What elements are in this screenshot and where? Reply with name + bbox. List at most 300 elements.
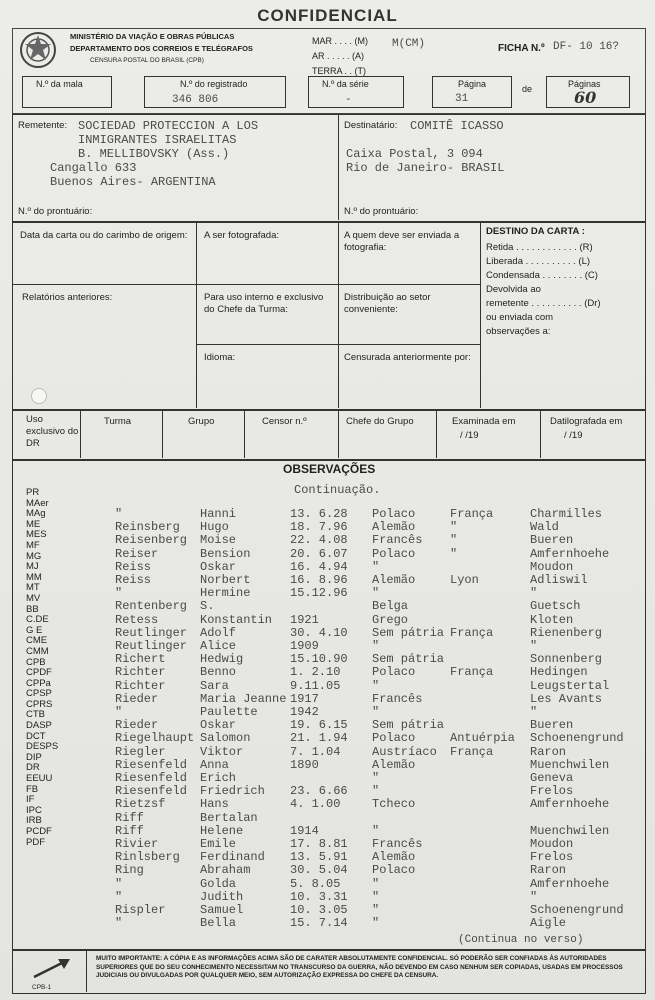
entry-destination: Charmilles	[530, 507, 603, 521]
grid-line	[338, 410, 339, 458]
entry-surname: Riff	[115, 810, 144, 825]
dept-code: IRB	[26, 815, 42, 827]
divider	[338, 114, 339, 220]
arrow-icon	[30, 956, 74, 980]
dept-code: CTB	[26, 709, 45, 721]
entry-nationality: Alemão	[372, 520, 416, 535]
entry-nationality: Belga	[372, 599, 409, 614]
dept-code: DESPS	[26, 741, 59, 753]
entry-destination: Muenchwilen	[530, 823, 610, 838]
entry-given-name: Viktor	[200, 744, 244, 759]
entry-birth-date: 16. 4.94	[290, 559, 348, 574]
uso-interno-label: Para uso interno e exclusivo do Chefe da Turma:	[204, 292, 324, 315]
terra-label: TERRA . . (T)	[312, 66, 366, 76]
entry-nationality: "	[372, 903, 380, 917]
remetente-line-5: Buenos Aires- ARGENTINA	[50, 175, 216, 189]
dept-code: G E	[26, 624, 43, 636]
data-carta-label: Data da carta ou do carimbo de origem:	[20, 230, 188, 241]
entry-given-name: Norbert	[200, 573, 251, 587]
list-entry	[0, 677, 655, 693]
entry-nationality: Polaco	[372, 665, 416, 680]
entry-origin: Antuérpia	[450, 731, 515, 746]
grid-line	[436, 410, 437, 458]
dept-code: IPC	[26, 804, 42, 816]
entry-origin: "	[450, 546, 458, 561]
entry-surname: Reiss	[115, 573, 152, 587]
uso-exclusivo-label: Uso exclusivo do DR	[26, 414, 79, 449]
dept-code: MES	[26, 529, 47, 541]
grid-line	[244, 410, 245, 458]
entry-nationality: Austríaco	[372, 744, 437, 759]
entry-surname: Riesenfeld	[115, 784, 188, 799]
entry-surname: Riegler	[115, 744, 166, 759]
dept-code: DIP	[26, 751, 42, 763]
entry-nationality: "	[372, 916, 380, 931]
list-entry	[0, 624, 655, 640]
remetente-label: Remetente:	[18, 120, 68, 131]
entry-given-name: Judith	[200, 889, 244, 904]
entry-destination: Raron	[530, 744, 567, 759]
list-entry	[0, 561, 655, 574]
entry-birth-date: 21. 1.94	[290, 731, 348, 746]
serie-value: -	[345, 94, 352, 106]
observacoes-title: OBSERVAÇÕES	[283, 462, 376, 476]
dept-code: PCDF	[26, 826, 52, 837]
entry-birth-date: 15.10.90	[290, 652, 348, 667]
entry-birth-date: 15. 7.14	[290, 916, 348, 931]
entry-birth-date: 10. 3.05	[290, 903, 348, 917]
dept-code: CPDF	[26, 667, 52, 679]
entry-destination: Sonnenberg	[530, 652, 603, 667]
dept-code: BB	[26, 603, 39, 615]
entry-destination: Leugstertal	[530, 678, 610, 693]
remetente-line-2: INMIGRANTES ISRAELITAS	[78, 133, 237, 147]
dept-code: MV	[26, 592, 41, 604]
entry-given-name: Oskar	[200, 559, 237, 574]
entry-given-name: Hugo	[200, 520, 229, 535]
entry-origin: "	[450, 520, 458, 535]
list-entry	[0, 666, 655, 679]
list-entry	[0, 693, 655, 706]
remetente-line-3: B. MELLIBOVSKY (Ass.)	[78, 147, 230, 161]
entry-given-name: S.	[200, 599, 215, 614]
entry-destination: Amfernhoehe	[530, 797, 610, 812]
paginas-label: Páginas	[568, 79, 601, 89]
dept-code: DCT	[26, 730, 46, 742]
dept-code: CPRS	[26, 698, 53, 710]
list-entry	[0, 878, 655, 891]
entry-surname: Reinsberg	[115, 520, 180, 535]
entry-given-name: Oskar	[200, 718, 237, 733]
footer-notice: MUITO IMPORTANTE: A CÓPIA E AS INFORMAÇÕES ACIMA SÃO DE CARATER ABSOLUTAMENTE CONFIDENCIAL. SÓ PODERÃO SER CONFIADAS ÀS AUTORIDADES SUPERIORES QUE DO SEU CONHECIMENTO NECESSITAM NO TRANSCURSO DA GUERRA, NÃO DEVENDO EM CASO NENHUM SER COPIADAS, USADAS EM PROCESSOS JUDICIAIS OU DIVULGADAS POR QUALQUER MEIO, SEM AUTORIZAÇÃO EXPRESSA DO CHEFE DA CENSURA.	[96, 955, 623, 979]
entry-nationality: "	[372, 678, 380, 693]
chefe-grupo-label: Chefe do Grupo	[346, 416, 414, 427]
continua-note: (Continua no verso)	[458, 934, 584, 946]
entry-given-name: Bertalan	[200, 810, 258, 825]
entry-given-name: Sara	[200, 678, 229, 693]
binder-hole	[31, 388, 47, 404]
entry-destination: Frelos	[530, 784, 574, 799]
entry-destination: Adliswil	[530, 573, 588, 587]
dept-code: C.DE	[26, 614, 49, 626]
entry-destination: Amfernhoehe	[530, 546, 610, 561]
entry-surname: Rentenberg	[115, 599, 188, 614]
entry-given-name: Emile	[200, 837, 237, 851]
ministry-name: MINISTÉRIO DA VIAÇÃO E OBRAS PÚBLICAS	[70, 32, 235, 41]
entry-nationality: Sem pátria	[372, 625, 445, 640]
list-entry	[0, 732, 655, 745]
relatorios-label: Relatórios anteriores:	[22, 292, 113, 303]
entry-surname: Richert	[115, 652, 166, 667]
entry-destination: Bueren	[530, 533, 574, 548]
remetente-line-4: Cangallo 633	[50, 161, 137, 175]
entry-surname: Rivier	[115, 837, 159, 851]
grid-line	[196, 344, 480, 345]
entry-given-name: Golda	[200, 876, 237, 891]
dept-code: DASP	[26, 720, 52, 732]
grid-line	[196, 222, 197, 408]
entry-nationality: "	[372, 559, 380, 574]
list-entry	[0, 798, 655, 811]
entry-surname: Rispler	[115, 903, 166, 917]
destinatario-label: Destinatário:	[344, 120, 398, 131]
entry-surname: Reutlinger	[115, 625, 188, 640]
entry-given-name: Bension	[200, 546, 251, 561]
entry-nationality: "	[372, 889, 380, 904]
list-entry	[0, 508, 655, 521]
entry-surname: Rieder	[115, 718, 159, 733]
entry-surname: Riesenfeld	[115, 771, 188, 785]
pagina-label: Página	[458, 79, 487, 89]
entry-given-name: Samuel	[200, 903, 244, 917]
entry-birth-date: 1890	[290, 757, 319, 772]
list-entry	[0, 587, 655, 600]
coat-of-arms-emblem	[18, 30, 58, 70]
examinada-date: / /19	[460, 430, 479, 441]
grid-line	[338, 222, 339, 408]
registrado-number: 346 806	[172, 94, 219, 106]
entry-destination: Rienenberg	[530, 625, 603, 640]
entry-surname: Rinlsberg	[115, 850, 180, 865]
dept-code: MAer	[26, 497, 49, 509]
entry-surname: Riff	[115, 823, 144, 838]
entry-surname: "	[115, 916, 123, 931]
entry-nationality: "	[372, 705, 380, 719]
list-entry	[0, 614, 655, 627]
entry-origin: França	[450, 665, 494, 680]
entry-destination: Moudon	[530, 837, 574, 851]
dept-code: ME	[26, 518, 41, 530]
entry-nationality: "	[372, 784, 380, 799]
destino-remetente: remetente . . . . . . . . . . (Dr)	[486, 298, 601, 309]
entry-destination: Schoenengrund	[530, 731, 624, 746]
list-entry	[0, 640, 655, 653]
entry-destination: Wald	[530, 520, 559, 535]
examinada-label: Examinada em	[452, 416, 516, 427]
entry-nationality: "	[372, 876, 380, 891]
entry-surname: "	[115, 876, 123, 891]
entry-given-name: Benno	[200, 665, 237, 680]
entry-birth-date: 4. 1.00	[290, 797, 341, 812]
entry-birth-date: 30. 5.04	[290, 863, 348, 878]
dept-code: PDF	[26, 836, 45, 848]
entry-birth-date: 1942	[290, 705, 319, 719]
entry-nationality: Francês	[372, 837, 423, 851]
entry-birth-date: 13. 5.91	[290, 850, 348, 865]
grid-line	[162, 410, 163, 458]
entry-destination: Frelos	[530, 850, 574, 865]
entry-birth-date: 7. 1.04	[290, 744, 341, 759]
entry-surname: Reisenberg	[115, 533, 188, 548]
list-entry	[0, 825, 655, 838]
registrado-label: N.º do registrado	[180, 79, 248, 89]
mar-label: MAR . . . . (M)	[312, 36, 368, 46]
dept-code: MJ	[26, 561, 39, 573]
entry-origin: França	[450, 507, 494, 521]
entry-destination: "	[530, 586, 538, 601]
list-entry	[0, 534, 655, 547]
censorship-name: CENSURA POSTAL DO BRASIL (CPB)	[90, 57, 204, 64]
entry-given-name: Anna	[200, 757, 229, 772]
entry-given-name: Hermine	[200, 586, 251, 601]
entry-nationality: Sem pátria	[372, 652, 445, 667]
serie-label: N.º da série	[322, 79, 369, 89]
dept-code: CPB	[26, 656, 46, 668]
entry-birth-date: 18. 7.96	[290, 520, 348, 535]
entry-birth-date: 19. 6.15	[290, 718, 348, 733]
entry-surname: "	[115, 586, 123, 601]
grid-line	[12, 284, 480, 285]
dept-code: MT	[26, 582, 40, 594]
entry-nationality: "	[372, 586, 380, 601]
paginas-number: 60	[574, 88, 597, 107]
entry-given-name: Konstantin	[200, 612, 273, 627]
entry-origin: Lyon	[450, 573, 479, 587]
idioma-label: Idioma:	[204, 352, 236, 363]
list-entry	[0, 653, 655, 666]
dept-code: PR	[26, 487, 40, 498]
entry-nationality: Francês	[372, 691, 423, 706]
entry-surname: Ring	[115, 863, 144, 878]
list-entry	[0, 571, 655, 587]
list-entry	[0, 706, 655, 719]
recipient-prontuario-label: N.º do prontuário:	[344, 206, 419, 217]
entry-surname: "	[115, 507, 123, 521]
form-code: CPB-1	[32, 984, 52, 991]
entry-given-name: Erich	[200, 771, 237, 785]
entry-given-name: Friedrich	[200, 784, 265, 799]
entry-given-name: Helene	[200, 823, 244, 838]
entry-surname: Rieder	[115, 691, 159, 706]
grid-line	[540, 410, 541, 458]
list-entry	[0, 838, 655, 851]
list-entry	[0, 917, 655, 930]
entry-destination: "	[530, 639, 538, 653]
list-entry	[0, 785, 655, 798]
entry-destination: Hedingen	[530, 665, 588, 680]
entry-destination: Les Avants	[530, 691, 603, 706]
entry-origin: França	[450, 625, 494, 640]
destino-liberada: Liberada . . . . . . . . . . (L)	[486, 256, 591, 267]
entry-destination: Aigle	[530, 916, 567, 931]
destino-title: DESTINO DA CARTA :	[486, 226, 585, 237]
dept-code: MG	[26, 550, 42, 562]
list-entry	[0, 864, 655, 877]
destinatario-line-2: Caixa Postal, 3 094	[346, 147, 483, 161]
entry-birth-date: 9.11.05	[290, 678, 341, 693]
entry-destination: Schoenengrund	[530, 903, 624, 917]
continuacao-label: Continuação.	[294, 483, 381, 497]
entry-surname: "	[115, 889, 123, 904]
entry-nationality: Francês	[372, 533, 423, 548]
entry-destination: Guetsch	[530, 599, 581, 614]
censor-label: Censor n.º	[262, 416, 307, 427]
mala-label: N.º da mala	[36, 79, 83, 89]
entry-destination: Raron	[530, 863, 567, 878]
entry-origin: "	[450, 533, 458, 548]
entry-given-name: Hanni	[200, 507, 237, 521]
form-title: CONFIDENCIAL	[257, 6, 398, 25]
list-entry	[0, 759, 655, 772]
entry-birth-date: 22. 4.08	[290, 533, 348, 548]
distribuicao-label: Distribuição ao setor conveniente:	[344, 292, 431, 315]
datilografada-date: / /19	[564, 430, 583, 441]
entry-destination: Moudon	[530, 559, 574, 574]
datilografada-label: Datilografada em	[550, 416, 623, 427]
destino-observacoes: observações a:	[486, 326, 551, 337]
censurada-label: Censurada anteriormente por:	[344, 352, 471, 363]
entry-given-name: Salomon	[200, 731, 251, 746]
dept-code: CPSP	[26, 688, 52, 700]
grid-line	[86, 950, 87, 992]
dept-code: IF	[26, 794, 35, 806]
entry-birth-date: 17. 8.81	[290, 837, 348, 851]
ar-label: AR . . . . . (A)	[312, 51, 365, 61]
sender-prontuario-label: N.º do prontuário:	[18, 206, 93, 217]
dept-code: MF	[26, 539, 40, 551]
entry-given-name: Paulette	[200, 705, 258, 719]
entry-given-name: Bella	[200, 916, 237, 931]
entry-nationality: "	[372, 639, 380, 653]
entry-birth-date: 20. 6.07	[290, 546, 348, 561]
entry-given-name: Moise	[200, 533, 237, 548]
fotografada-label: A ser fotografada:	[204, 230, 279, 241]
ficha-number: DF- 10 16?	[553, 41, 620, 53]
entry-nationality: Alemão	[372, 850, 416, 865]
entry-birth-date: 10. 3.31	[290, 889, 348, 904]
mar-typed: M(CM)	[392, 38, 426, 50]
entry-birth-date: 1909	[290, 639, 319, 653]
entry-nationality: Alemão	[372, 573, 416, 587]
dept-code: CPPa	[26, 677, 51, 689]
entry-nationality: Alemão	[372, 757, 416, 772]
entry-surname: Riegelhaupt	[115, 731, 195, 746]
list-entry	[0, 812, 655, 825]
entry-nationality: Polaco	[372, 731, 416, 746]
entry-surname: Richter	[115, 665, 166, 680]
destino-condensada: Condensada . . . . . . . . (C)	[486, 270, 598, 281]
turma-label: Turma	[104, 416, 132, 427]
dept-code: CME	[26, 635, 48, 647]
entry-destination: Kloten	[530, 612, 574, 627]
list-entry	[0, 851, 655, 864]
ficha-label: FICHA N.º	[498, 43, 545, 54]
dept-code: CMM	[26, 645, 49, 657]
entry-surname: Reiser	[115, 546, 159, 561]
entry-birth-date: 16. 8.96	[290, 573, 348, 587]
entry-nationality: Polaco	[372, 507, 416, 521]
entry-nationality: Sem pátria	[372, 718, 445, 733]
entry-birth-date: 1917	[290, 691, 319, 706]
de-label: de	[522, 84, 533, 94]
entry-given-name: Maria Jeanne	[200, 691, 287, 706]
dept-code: MAg	[26, 508, 46, 520]
entry-destination: Muenchwilen	[530, 757, 610, 772]
entry-destination: Bueren	[530, 718, 574, 733]
entry-surname: Riesenfeld	[115, 757, 188, 772]
list-entry	[0, 719, 655, 732]
entry-origin: França	[450, 744, 494, 759]
entry-nationality: Tcheco	[372, 797, 416, 812]
entry-birth-date: 30. 4.10	[290, 625, 348, 640]
destino-ou-enviada: ou enviada com	[486, 312, 554, 323]
entry-birth-date: 1. 2.10	[290, 665, 341, 680]
destino-devolvida: Devolvida ao	[486, 284, 541, 295]
entry-surname: Richter	[115, 678, 166, 693]
entry-surname: Reutlinger	[115, 639, 188, 653]
entry-nationality: "	[372, 771, 380, 785]
entry-birth-date: 13. 6.28	[290, 507, 348, 521]
list-entry	[0, 548, 655, 561]
entry-given-name: Ferdinand	[200, 850, 265, 865]
dept-code: MM	[26, 571, 42, 583]
dept-code: DR	[26, 762, 40, 774]
entry-surname: Retess	[115, 612, 159, 627]
entry-birth-date: 5. 8.05	[290, 876, 341, 891]
pagina-number: 31	[455, 93, 469, 105]
list-entry	[0, 772, 655, 785]
entry-given-name: Alice	[200, 639, 237, 653]
entry-given-name: Abraham	[200, 863, 251, 878]
entry-surname: Reiss	[115, 559, 152, 574]
entry-destination: Amfernhoehe	[530, 876, 610, 891]
destinatario-line-1: COMITÊ ICASSO	[410, 119, 504, 133]
enviada-fotografia-label: A quem deve ser enviada a fotografia:	[344, 230, 460, 253]
entry-nationality: "	[372, 823, 380, 838]
list-entry	[0, 600, 655, 613]
entry-nationality: Grego	[372, 612, 409, 627]
entry-given-name: Hans	[200, 797, 229, 812]
grupo-label: Grupo	[188, 416, 215, 427]
remetente-line-1: SOCIEDAD PROTECCION A LOS	[78, 119, 259, 133]
dept-code: EEUU	[26, 773, 53, 785]
entry-destination: Geneva	[530, 771, 574, 785]
dept-code: FB	[26, 783, 39, 795]
entry-surname: Rietzsf	[115, 797, 166, 812]
destinatario-line-3: Rio de Janeiro- BRASIL	[346, 161, 505, 175]
list-entry	[0, 746, 655, 759]
grid-line	[480, 222, 481, 408]
entry-birth-date: 23. 6.66	[290, 784, 348, 799]
department-name: DEPARTAMENTO DOS CORREIOS E TELÉGRAFOS	[70, 44, 253, 53]
entry-destination: "	[530, 889, 538, 904]
entry-nationality: Polaco	[372, 863, 416, 878]
destino-retida: Retida . . . . . . . . . . . . (R)	[486, 242, 593, 253]
list-entry	[0, 904, 655, 917]
entry-nationality: Polaco	[372, 546, 416, 561]
entry-birth-date: 1914	[290, 823, 319, 838]
list-entry	[0, 891, 655, 904]
